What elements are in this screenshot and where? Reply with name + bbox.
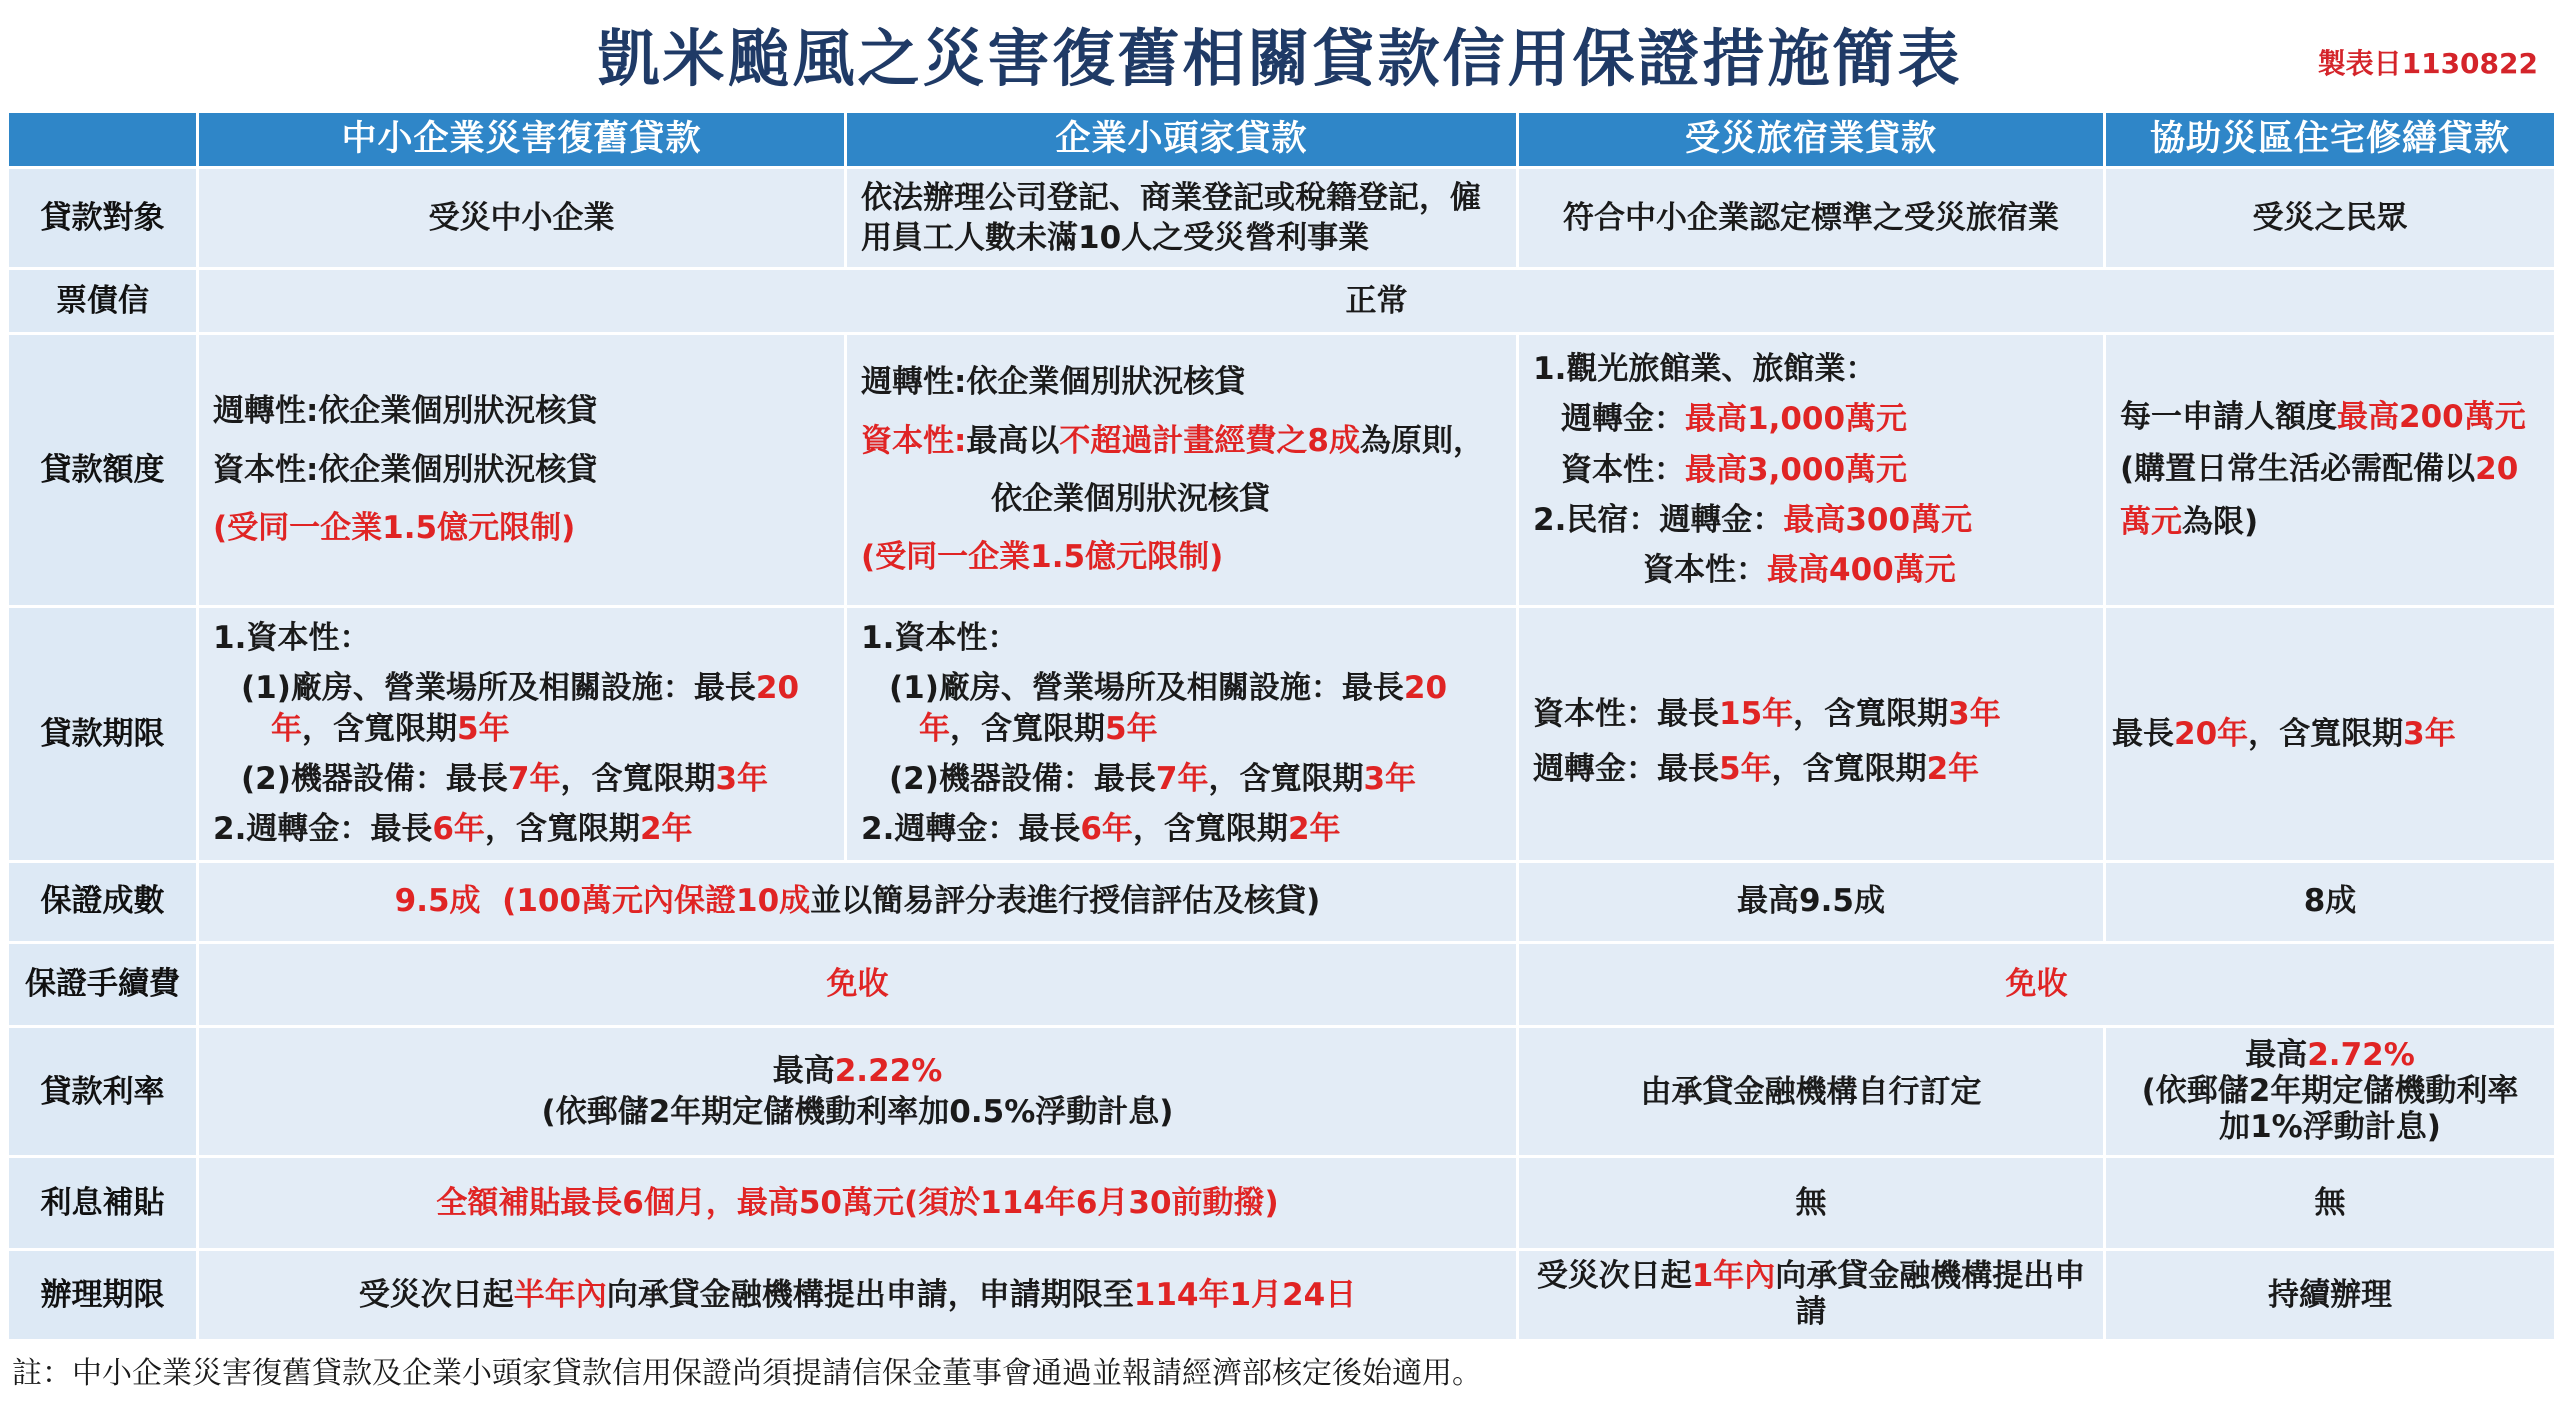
rate-housing <box>2105 1027 2556 1156</box>
amount-housing <box>2105 333 2556 606</box>
amount-lodging-bnb-capital-value: 最高400萬元 <box>1767 552 1956 589</box>
term-sme-working-years: 6年 <box>432 811 485 848</box>
row-label-target: 貸款對象 <box>8 168 198 269</box>
row-rate <box>8 1027 2556 1156</box>
period-housing: 持續辦理 <box>2105 1249 2556 1340</box>
term-sb-working-label: 2.週轉金：最長 <box>861 811 1081 848</box>
amount-housing-max: 最高200萬元 <box>2337 398 2526 435</box>
amount-sme-limit: (受同一企業1.5億元限制) <box>213 509 576 546</box>
row-label-guarantee: 保證成數 <box>8 861 198 942</box>
period-sme-small-business <box>198 1249 1518 1340</box>
term-lodging-capital-years: 15年 <box>1719 696 1794 733</box>
term-lodging <box>1518 606 2105 861</box>
term-sb-facility <box>861 668 1502 708</box>
period-apply: 向承貸金融機構提出申請，申請期限至 <box>606 1276 1134 1313</box>
amount-housing-note-end: 為限) <box>2182 504 2259 541</box>
term-sb-facility-years-unit: 年 <box>919 710 950 747</box>
term-sme-capital: 1.資本性： <box>213 619 371 656</box>
term-sme-working-grace-label: ，含寬限期 <box>484 811 640 848</box>
rate-max-value: 2.22% <box>834 1053 943 1090</box>
fee-sme-small-business: 免收 <box>198 942 1518 1027</box>
header-corner <box>8 112 198 168</box>
amount-small-business <box>846 333 1518 606</box>
term-housing-label: 最長 <box>2112 715 2174 752</box>
term-sme-machine-years: 7年 <box>507 760 561 797</box>
term-sb-facility-grace <box>861 709 1502 749</box>
amount-lodging-bnb-working <box>1533 500 2089 540</box>
row-target <box>8 168 2556 269</box>
amount-sb-capital-prefix: 最高以 <box>966 422 1060 459</box>
amount-lodging-hotel-working-label: 週轉金： <box>1561 401 1685 438</box>
term-sme-working-grace-value: 2年 <box>639 811 693 848</box>
term-sme <box>198 606 846 861</box>
period-deadline: 114年1月24日 <box>1133 1276 1357 1313</box>
term-sb-facility-years: 20 <box>1403 670 1448 707</box>
term-lodging-capital <box>1533 694 2089 734</box>
term-housing-years: 20年 <box>2174 715 2249 752</box>
credit-value: 正常 <box>198 269 2556 334</box>
term-sb-machine-grace-label: ，含寬限期 <box>1208 760 1364 797</box>
amount-sb-capital-suffix: 為原則， <box>1359 422 1484 459</box>
amount-sb-capital-label: 資本性: <box>861 422 967 459</box>
period-lodging <box>1518 1249 2105 1340</box>
term-sme-facility-grace-value: 5年 <box>457 710 510 747</box>
term-lodging-working-label: 週轉金：最長 <box>1533 750 1719 787</box>
term-sme-facility-grace <box>213 709 830 749</box>
row-period <box>8 1249 2556 1340</box>
amount-sb-limit: (受同一企業1.5億元限制) <box>861 539 1224 576</box>
amount-lodging-hotel-capital-value: 最高3,000萬元 <box>1685 451 1908 488</box>
target-lodging: 符合中小企業認定標準之受災旅宿業 <box>1518 168 2105 269</box>
period-start: 受災次日起 <box>358 1276 514 1313</box>
row-label-amount: 貸款額度 <box>8 333 198 606</box>
term-lodging-capital-grace-label: ，含寬限期 <box>1793 696 1949 733</box>
row-term <box>8 606 2556 861</box>
column-header-lodging: 受災旅宿業貸款 <box>1518 112 2105 168</box>
fee-lodging-housing: 免收 <box>1518 942 2556 1027</box>
row-label-subsidy: 利息補貼 <box>8 1156 198 1249</box>
term-lodging-capital-grace-value: 3年 <box>1948 696 2001 733</box>
row-label-period: 辦理期限 <box>8 1249 198 1340</box>
guarantee-housing: 8成 <box>2105 861 2556 942</box>
subsidy-lodging: 無 <box>1518 1156 2105 1249</box>
amount-housing-prefix: 每一申請人額度 <box>2120 398 2337 435</box>
rate-basis: (依郵儲2年期定儲機動利率加0.5%浮動計息) <box>541 1093 1174 1130</box>
term-lodging-working <box>1533 749 2089 789</box>
term-sb-machine <box>861 759 1502 799</box>
term-sme-facility-years: 20 <box>755 670 800 707</box>
amount-sme <box>198 333 846 606</box>
term-sb-working <box>861 809 1502 849</box>
guarantee-full-cover: (100萬元內保證10成 <box>502 883 811 920</box>
term-lodging-working-years: 5年 <box>1719 750 1772 787</box>
term-lodging-capital-label: 資本性：最長 <box>1533 696 1719 733</box>
rate-max <box>213 1051 1502 1091</box>
amount-sme-working: 週轉性:依企業個別狀況核貸 <box>213 393 598 430</box>
term-lodging-working-grace-label: ，含寬限期 <box>1771 750 1927 787</box>
term-sb-working-grace-value: 2年 <box>1287 811 1341 848</box>
period-lodging-apply: 向承貸金融機構提出申請 <box>1775 1258 2086 1330</box>
amount-sb-case: 依企業個別狀況核貸 <box>991 480 1270 517</box>
row-label-rate: 貸款利率 <box>8 1027 198 1156</box>
term-sb-facility-grace-value: 5年 <box>1105 710 1158 747</box>
amount-sb-capital-cap: 不超過計畫經費之8成 <box>1059 422 1360 459</box>
amount-lodging-hotel-working <box>1533 399 2089 439</box>
term-sme-working-label: 2.週轉金：最長 <box>213 811 433 848</box>
loan-guarantee-table <box>6 110 2557 1342</box>
term-housing-grace-label: ，含寬限期 <box>2248 715 2404 752</box>
term-housing-value <box>2112 714 2540 754</box>
made-date: 製表日1130822 <box>2317 47 2538 80</box>
amount-housing-note-cap: 20萬元 <box>2120 451 2519 541</box>
term-sb-facility-grace-label: ，含寬限期 <box>950 710 1105 747</box>
amount-lodging-bnb-working-label: 2.民宿：週轉金： <box>1533 501 1784 538</box>
amount-lodging-hotel-working-value: 最高1,000萬元 <box>1685 401 1908 438</box>
term-sme-machine <box>213 759 830 799</box>
rate-housing-max <box>2120 1038 2540 1074</box>
row-guarantee <box>8 861 2556 942</box>
term-housing <box>2105 606 2556 861</box>
rate-max-label: 最高 <box>772 1053 835 1090</box>
rate-housing-max-label: 最高 <box>2245 1037 2308 1074</box>
term-sme-machine-label: (2)機器設備：最長 <box>241 760 508 797</box>
amount-lodging-bnb-working-value: 最高300萬元 <box>1783 501 1973 538</box>
amount-lodging-hotel: 1.觀光旅館業、旅館業： <box>1533 351 1877 388</box>
subsidy-sme-small-business: 全額補貼最長6個月，最高50萬元(須於114年6月30前動撥) <box>198 1156 1518 1249</box>
amount-sb-working: 週轉性:依企業個別狀況核貸 <box>861 364 1246 401</box>
amount-sme-capital: 資本性:依企業個別狀況核貸 <box>213 451 598 488</box>
amount-lodging-bnb-capital <box>1533 550 2089 590</box>
term-lodging-working-grace-value: 2年 <box>1926 750 1980 787</box>
term-sme-facility-label: (1)廠房、營業場所及相關設施：最長 <box>241 670 756 707</box>
amount-lodging <box>1518 333 2105 606</box>
period-window: 半年內 <box>513 1276 607 1313</box>
page-title: 凱米颱風之災害復舊相關貸款信用保證措施簡表 <box>597 22 1963 95</box>
column-header-housing-repair: 協助災區住宅修繕貸款 <box>2105 112 2556 168</box>
term-sme-working <box>213 809 830 849</box>
term-sb-working-grace-label: ，含寬限期 <box>1132 811 1288 848</box>
row-label-fee: 保證手續費 <box>8 942 198 1027</box>
amount-lodging-hotel-capital-label: 資本性： <box>1561 451 1685 488</box>
subsidy-housing: 無 <box>2105 1156 2556 1249</box>
guarantee-lodging: 最高9.5成 <box>1518 861 2105 942</box>
term-sb-machine-label: (2)機器設備：最長 <box>889 760 1156 797</box>
row-credit <box>8 269 2556 334</box>
amount-sb-capital <box>861 421 1502 461</box>
guarantee-ratio: 9.5成 <box>394 883 481 920</box>
target-small-business: 依法辦理公司登記、商業登記或稅籍登記，僱用員工人數未滿10人之受災營利事業 <box>846 168 1518 269</box>
amount-lodging-hotel-capital <box>1533 450 2089 490</box>
row-label-credit: 票債信 <box>8 269 198 334</box>
term-sme-facility-years-unit: 年 <box>271 710 302 747</box>
term-sme-facility-grace-label: ，含寬限期 <box>302 710 457 747</box>
amount-lodging-bnb-capital-label: 資本性： <box>1643 552 1767 589</box>
period-lodging-window: 1年內 <box>1691 1258 1776 1295</box>
guarantee-sme-small-business <box>198 861 1518 942</box>
guarantee-scoring-note: 並以簡易評分表進行授信評估及核貸) <box>810 883 1321 920</box>
amount-housing-note: (購置日常生活必需配備以 <box>2120 451 2476 488</box>
footnote: 註：中小企業災害復舊貸款及企業小頭家貸款信用保證尚須提請信保金董事會通過並報請經濟部核定後始適用。 <box>12 1356 1482 1391</box>
rate-housing-basis-end: 加1%浮動計息) <box>2219 1108 2441 1145</box>
term-sme-machine-grace-value: 3年 <box>715 760 769 797</box>
period-lodging-start: 受災次日起 <box>1536 1258 1692 1295</box>
row-subsidy <box>8 1156 2556 1249</box>
rate-housing-max-value: 2.72% <box>2307 1037 2415 1074</box>
term-small-business <box>846 606 1518 861</box>
column-header-sme-recovery: 中小企業災害復舊貸款 <box>198 112 846 168</box>
term-sme-machine-grace-label: ，含寬限期 <box>560 760 716 797</box>
rate-lodging: 由承貸金融機構自行訂定 <box>1518 1027 2105 1156</box>
row-amount <box>8 333 2556 606</box>
row-fee <box>8 942 2556 1027</box>
term-sb-facility-label: (1)廠房、營業場所及相關設施：最長 <box>889 670 1404 707</box>
target-sme: 受災中小企業 <box>198 168 846 269</box>
term-sme-facility <box>213 668 830 708</box>
column-header-small-business: 企業小頭家貸款 <box>846 112 1518 168</box>
term-sb-working-years: 6年 <box>1080 811 1133 848</box>
rate-sme-small-business <box>198 1027 1518 1156</box>
row-label-term: 貸款期限 <box>8 606 198 861</box>
header-row <box>8 112 2556 168</box>
target-housing: 受災之民眾 <box>2105 168 2556 269</box>
term-housing-grace-value: 3年 <box>2403 715 2456 752</box>
term-sb-machine-years: 7年 <box>1155 760 1209 797</box>
rate-housing-basis: (依郵儲2年期定儲機動利率 <box>2141 1072 2519 1109</box>
term-sb-capital: 1.資本性： <box>861 619 1019 656</box>
term-sb-machine-grace-value: 3年 <box>1363 760 1417 797</box>
